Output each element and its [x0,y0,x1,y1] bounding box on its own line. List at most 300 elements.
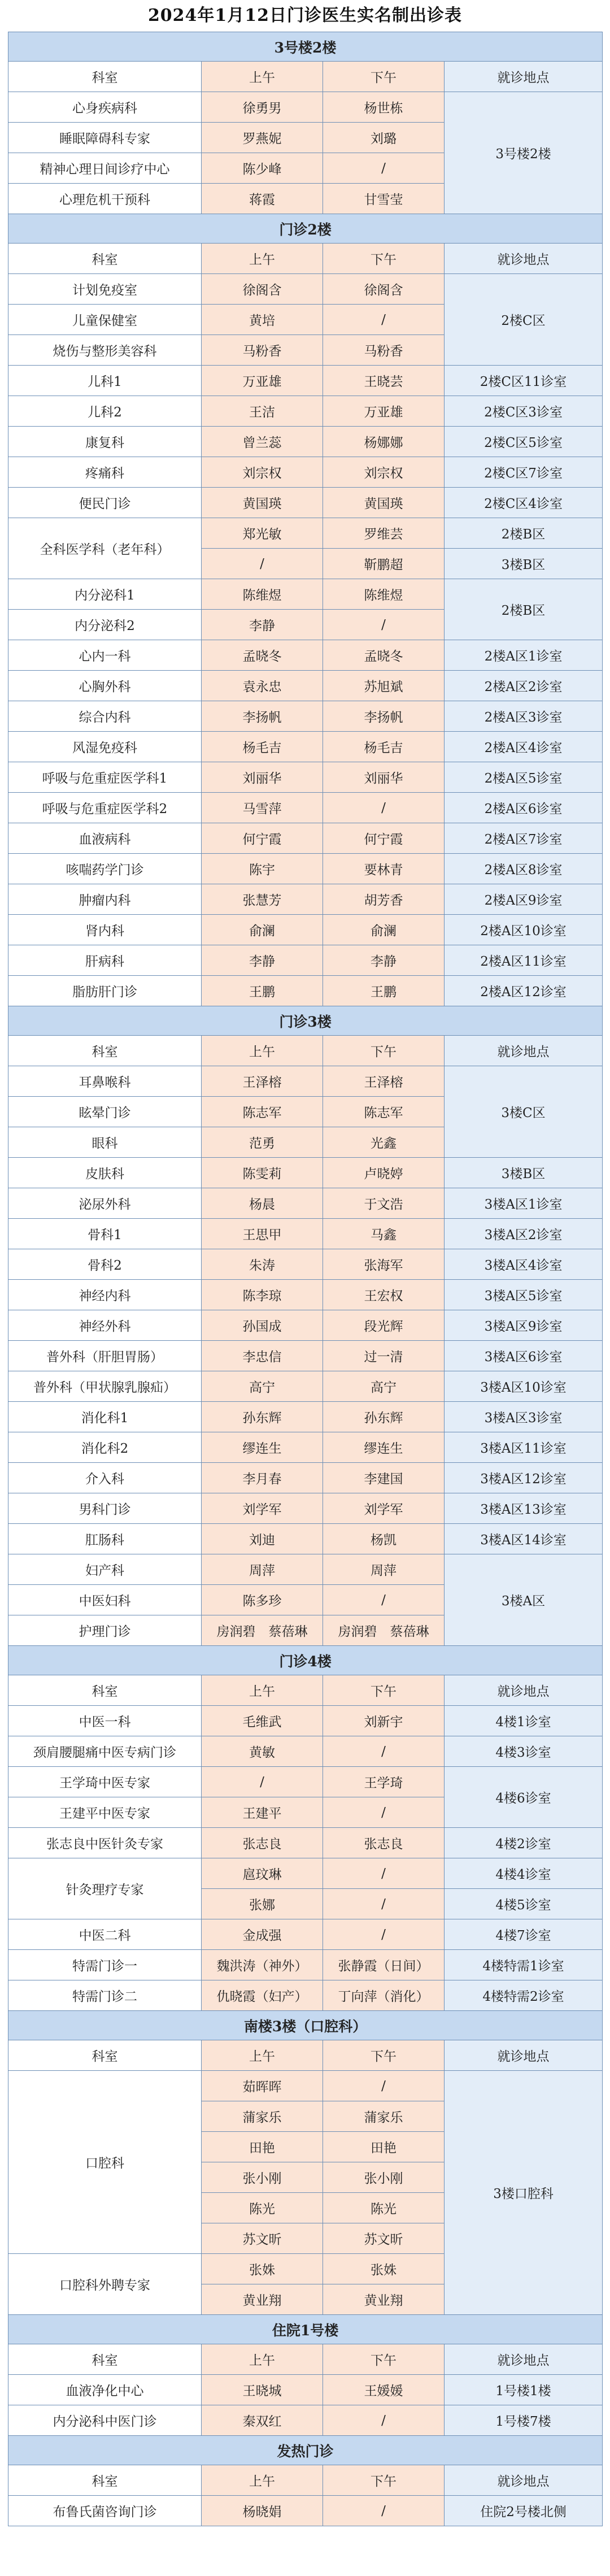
am-doctor-cell: 茹晖晖 [202,2071,323,2101]
location-cell: 1号楼1楼 [445,2375,603,2405]
am-doctor-cell: 杨毛吉 [202,732,323,762]
am-doctor-cell: 刘学军 [202,1493,323,1524]
location-cell: 3楼A区 [445,1554,603,1646]
location-cell: 2楼A区4诊室 [445,732,603,762]
am-doctor-cell: 张慧芳 [202,884,323,915]
pm-doctor-cell: / [323,1585,445,1615]
dept-cell: 脂肪肝门诊 [8,976,202,1006]
dept-cell: 儿科2 [8,396,202,427]
location-cell: 2楼C区11诊室 [445,366,603,396]
dept-cell: 综合内科 [8,701,202,732]
location-cell: 住院2号楼北侧 [445,2496,603,2526]
location-cell: 1号楼7楼 [445,2405,603,2436]
table-row [8,1980,603,2011]
dept-cell: 消化科1 [8,1402,202,1432]
am-doctor-cell: 马粉香 [202,335,323,366]
location-cell: 2楼A区1诊室 [445,640,603,671]
location-cell: 3楼A区1诊室 [445,1188,603,1219]
pm-doctor-cell: 俞澜 [323,915,445,945]
location-cell: 3楼A区12诊室 [445,1463,603,1493]
am-doctor-cell: 王鹏 [202,976,323,1006]
location-cell: 2楼C区4诊室 [445,488,603,518]
header-am: 上午 [202,2465,323,2496]
pm-doctor-cell: 卢晓婷 [323,1158,445,1188]
location-cell: 2楼A区3诊室 [445,701,603,732]
table-row [8,1219,603,1249]
pm-doctor-cell: 孟晓冬 [323,640,445,671]
pm-doctor-cell: 蒲家乐 [323,2101,445,2132]
dept-cell: 针灸理疗专家 [8,1858,202,1919]
am-doctor-cell: 王洁 [202,396,323,427]
dept-cell: 心内一科 [8,640,202,671]
table-row [8,1767,603,1797]
am-doctor-cell: 金成强 [202,1919,323,1950]
table-row [8,579,603,610]
am-doctor-cell: 魏洪涛（神外） [202,1950,323,1980]
pm-doctor-cell: 李扬帆 [323,701,445,732]
header-dept: 科室 [8,1675,202,1706]
column-header-row [8,2040,603,2071]
am-doctor-cell: 陈宇 [202,854,323,884]
location-cell: 2楼A区8诊室 [445,854,603,884]
location-cell: 2楼A区7诊室 [445,823,603,854]
dept-cell: 心理危机干预科 [8,184,202,214]
pm-doctor-cell: 刘新宇 [323,1706,445,1736]
dept-cell: 骨科2 [8,1249,202,1280]
dept-cell: 特需门诊一 [8,1950,202,1980]
location-cell: 4楼6诊室 [445,1767,603,1828]
am-doctor-cell: 陈光 [202,2193,323,2223]
table-row [8,1554,603,1585]
am-doctor-cell: 周萍 [202,1554,323,1585]
am-doctor-cell: 秦双红 [202,2405,323,2436]
dept-cell: 儿童保健室 [8,305,202,335]
table-row [8,1463,603,1493]
location-cell: 3楼A区14诊室 [445,1524,603,1554]
pm-doctor-cell: 王鹏 [323,976,445,1006]
header-location: 就诊地点 [445,1036,603,1066]
section-header-row [8,32,603,62]
pm-doctor-cell: 何宁霞 [323,823,445,854]
am-doctor-cell: 何宁霞 [202,823,323,854]
section-header-row [8,214,603,244]
header-pm: 下午 [323,2465,445,2496]
pm-doctor-cell: 孙东辉 [323,1402,445,1432]
pm-doctor-cell: / [323,305,445,335]
header-pm: 下午 [323,2344,445,2375]
pm-doctor-cell: 马鑫 [323,1219,445,1249]
dept-cell: 全科医学科（老年科） [8,518,202,579]
header-dept: 科室 [8,1036,202,1066]
header-am: 上午 [202,1675,323,1706]
pm-doctor-cell: 刘宗权 [323,457,445,488]
am-doctor-cell: 蒲家乐 [202,2101,323,2132]
am-doctor-cell: 孟晓冬 [202,640,323,671]
pm-doctor-cell: / [323,1797,445,1828]
section-header-row [8,1006,603,1036]
header-location: 就诊地点 [445,2040,603,2071]
am-doctor-cell: 张娜 [202,1889,323,1919]
pm-doctor-cell: / [323,1919,445,1950]
dept-cell: 普外科（甲状腺乳腺疝） [8,1371,202,1402]
am-doctor-cell: 范勇 [202,1127,323,1158]
table-row [8,1188,603,1219]
am-doctor-cell: 黄培 [202,305,323,335]
dept-cell: 中医一科 [8,1706,202,1736]
location-cell: 3楼A区9诊室 [445,1310,603,1341]
pm-doctor-cell: / [323,2405,445,2436]
dept-cell: 内分泌科中医门诊 [8,2405,202,2436]
location-cell: 2楼C区5诊室 [445,427,603,457]
column-header-row [8,62,603,92]
section-title: 发热门诊 [8,2436,603,2465]
pm-doctor-cell: 靳鹏超 [323,549,445,579]
pm-doctor-cell: 缪连生 [323,1432,445,1463]
location-cell: 4楼4诊室 [445,1858,603,1889]
pm-doctor-cell: 苏文昕 [323,2223,445,2254]
table-row [8,915,603,945]
table-row [8,1736,603,1767]
dept-cell: 咳喘药学门诊 [8,854,202,884]
dept-cell: 肛肠科 [8,1524,202,1554]
column-header-row [8,2465,603,2496]
dept-cell: 中医二科 [8,1919,202,1950]
am-doctor-cell: 王晓城 [202,2375,323,2405]
am-doctor-cell: 朱涛 [202,1249,323,1280]
table-row [8,1310,603,1341]
dept-cell: 妇产科 [8,1554,202,1585]
section-title: 门诊2楼 [8,214,603,244]
pm-doctor-cell: 胡芳香 [323,884,445,915]
table-row [8,1371,603,1402]
am-doctor-cell: 张小刚 [202,2162,323,2193]
location-cell: 3楼A区11诊室 [445,1432,603,1463]
table-row [8,2405,603,2436]
dept-cell: 心胸外科 [8,671,202,701]
pm-doctor-cell: / [323,1858,445,1889]
table-row [8,2071,603,2101]
location-cell: 2楼B区 [445,579,603,640]
am-doctor-cell: 张姝 [202,2254,323,2284]
table-row [8,488,603,518]
location-cell: 2楼C区 [445,274,603,366]
am-doctor-cell: 黄敏 [202,1736,323,1767]
header-pm: 下午 [323,62,445,92]
dept-cell: 普外科（肝胆胃肠） [8,1341,202,1371]
location-cell: 3楼B区 [445,1158,603,1188]
section-header-row [8,2011,603,2040]
section-title: 3号楼2楼 [8,32,603,62]
dept-cell: 风湿免疫科 [8,732,202,762]
dept-cell: 护理门诊 [8,1615,202,1646]
pm-doctor-cell: 万亚雄 [323,396,445,427]
column-header-row [8,244,603,274]
table-row [8,396,603,427]
pm-doctor-cell: 要林青 [323,854,445,884]
am-doctor-cell: 蒋霞 [202,184,323,214]
location-cell: 3楼A区4诊室 [445,1249,603,1280]
dept-cell: 皮肤科 [8,1158,202,1188]
dept-cell: 肝病科 [8,945,202,976]
column-header-row [8,1675,603,1706]
am-doctor-cell: 郑光敏 [202,518,323,549]
dept-cell: 神经内科 [8,1280,202,1310]
pm-doctor-cell: 王泽榕 [323,1066,445,1097]
pm-doctor-cell: 李建国 [323,1463,445,1493]
table-row [8,884,603,915]
pm-doctor-cell: 张海军 [323,1249,445,1280]
pm-doctor-cell: 徐阁含 [323,274,445,305]
pm-doctor-cell: / [323,1736,445,1767]
location-cell: 4楼7诊室 [445,1919,603,1950]
am-doctor-cell: 徐阁含 [202,274,323,305]
pm-doctor-cell: 张静霞（日间） [323,1950,445,1980]
header-location: 就诊地点 [445,244,603,274]
header-am: 上午 [202,244,323,274]
pm-doctor-cell: 高宁 [323,1371,445,1402]
table-row [8,1828,603,1858]
table-row [8,1280,603,1310]
pm-doctor-cell: 王学琦 [323,1767,445,1797]
pm-doctor-cell: 王晓芸 [323,366,445,396]
dept-cell: 王学琦中医专家 [8,1767,202,1797]
header-pm: 下午 [323,244,445,274]
location-cell: 2楼A区10诊室 [445,915,603,945]
am-doctor-cell: 孙国成 [202,1310,323,1341]
am-doctor-cell: 袁永忠 [202,671,323,701]
am-doctor-cell: 王思甲 [202,1219,323,1249]
location-cell: 3楼A区10诊室 [445,1371,603,1402]
pm-doctor-cell: 陈光 [323,2193,445,2223]
dept-cell: 张志良中医针灸专家 [8,1828,202,1858]
dept-cell: 便民门诊 [8,488,202,518]
section-title: 南楼3楼（口腔科） [8,2011,603,2040]
dept-cell: 布鲁氏菌咨询门诊 [8,2496,202,2526]
pm-doctor-cell: 丁向萍（消化） [323,1980,445,2011]
am-doctor-cell: 孙东辉 [202,1402,323,1432]
am-doctor-cell: 田艳 [202,2132,323,2162]
dept-cell: 内分泌科1 [8,579,202,610]
dept-cell: 睡眠障碍科专家 [8,123,202,153]
header-pm: 下午 [323,2040,445,2071]
table-row [8,427,603,457]
pm-doctor-cell: 段光辉 [323,1310,445,1341]
pm-doctor-cell: 光鑫 [323,1127,445,1158]
am-doctor-cell: 刘丽华 [202,762,323,793]
am-doctor-cell: 仇晓霞（妇产） [202,1980,323,2011]
location-cell: 2楼A区11诊室 [445,945,603,976]
location-cell: 4楼3诊室 [445,1736,603,1767]
am-doctor-cell: 杨晓娟 [202,2496,323,2526]
table-row [8,793,603,823]
am-doctor-cell: 李月春 [202,1463,323,1493]
pm-doctor-cell: 刘丽华 [323,762,445,793]
dept-cell: 王建平中医专家 [8,1797,202,1828]
dept-cell: 精神心理日间诊疗中心 [8,153,202,184]
location-cell: 2楼A区12诊室 [445,976,603,1006]
pm-doctor-cell: / [323,1889,445,1919]
table-row [8,732,603,762]
location-cell: 3楼口腔科 [445,2071,603,2315]
am-doctor-cell: 黄业翔 [202,2284,323,2315]
pm-doctor-cell: 房润碧 蔡蓓琳 [323,1615,445,1646]
table-row [8,1919,603,1950]
am-doctor-cell: 陈雯莉 [202,1158,323,1188]
header-am: 上午 [202,62,323,92]
dept-cell: 男科门诊 [8,1493,202,1524]
pm-doctor-cell: / [323,610,445,640]
table-row [8,1341,603,1371]
location-cell: 3楼A区5诊室 [445,1280,603,1310]
am-doctor-cell: 王建平 [202,1797,323,1828]
dept-cell: 呼吸与危重症医学科2 [8,793,202,823]
pm-doctor-cell: 张姝 [323,2254,445,2284]
header-dept: 科室 [8,2465,202,2496]
dept-cell: 呼吸与危重症医学科1 [8,762,202,793]
dept-cell: 血液净化中心 [8,2375,202,2405]
table-row [8,1402,603,1432]
dept-cell: 疼痛科 [8,457,202,488]
pm-doctor-cell: 马粉香 [323,335,445,366]
am-doctor-cell: 李静 [202,610,323,640]
am-doctor-cell: 缪连生 [202,1432,323,1463]
location-cell: 2楼C区3诊室 [445,396,603,427]
dept-cell: 骨科1 [8,1219,202,1249]
am-doctor-cell: 毛维武 [202,1706,323,1736]
schedule-table [8,32,603,2526]
pm-doctor-cell: 周萍 [323,1554,445,1585]
location-cell: 3号楼2楼 [445,92,603,214]
dept-cell: 内分泌科2 [8,610,202,640]
dept-cell: 心身疾病科 [8,92,202,123]
dept-cell: 眩晕门诊 [8,1097,202,1127]
am-doctor-cell: 陈维煜 [202,579,323,610]
table-row [8,1706,603,1736]
header-location: 就诊地点 [445,62,603,92]
pm-doctor-cell: 黄国瑛 [323,488,445,518]
table-row [8,518,603,549]
pm-doctor-cell: 王宏权 [323,1280,445,1310]
location-cell: 3楼B区 [445,549,603,579]
dept-cell: 特需门诊二 [8,1980,202,2011]
am-doctor-cell: 李忠信 [202,1341,323,1371]
pm-doctor-cell: 张小刚 [323,2162,445,2193]
am-doctor-cell: 陈李琼 [202,1280,323,1310]
pm-doctor-cell: 陈志军 [323,1097,445,1127]
table-row [8,92,603,123]
table-row [8,2496,603,2526]
location-cell: 2楼B区 [445,518,603,549]
column-header-row [8,2344,603,2375]
table-row [8,274,603,305]
header-location: 就诊地点 [445,1675,603,1706]
location-cell: 3楼A区13诊室 [445,1493,603,1524]
dept-cell: 神经外科 [8,1310,202,1341]
dept-cell: 消化科2 [8,1432,202,1463]
dept-cell: 口腔科外聘专家 [8,2254,202,2315]
am-doctor-cell: 徐勇男 [202,92,323,123]
am-doctor-cell: 马雪萍 [202,793,323,823]
am-doctor-cell: 罗燕妮 [202,123,323,153]
header-location: 就诊地点 [445,2344,603,2375]
column-header-row [8,1036,603,1066]
section-title: 门诊4楼 [8,1646,603,1675]
header-dept: 科室 [8,2344,202,2375]
location-cell: 4楼1诊室 [445,1706,603,1736]
table-row [8,1158,603,1188]
header-am: 上午 [202,2344,323,2375]
pm-doctor-cell: 李静 [323,945,445,976]
pm-doctor-cell: 刘璐 [323,123,445,153]
am-doctor-cell: 房润碧 蔡蓓琳 [202,1615,323,1646]
pm-doctor-cell: 甘雪莹 [323,184,445,214]
am-doctor-cell: 李扬帆 [202,701,323,732]
pm-doctor-cell: 杨世栋 [323,92,445,123]
pm-doctor-cell: 于文浩 [323,1188,445,1219]
dept-cell: 儿科1 [8,366,202,396]
dept-cell: 肿瘤内科 [8,884,202,915]
location-cell: 3楼A区2诊室 [445,1219,603,1249]
dept-cell: 口腔科 [8,2071,202,2254]
page-title: 2024年1月12日门诊医生实名制出诊表 [147,6,463,25]
table-row [8,457,603,488]
table-row [8,701,603,732]
table-row [8,1066,603,1097]
am-doctor-cell: 杨晨 [202,1188,323,1219]
pm-doctor-cell: 陈维煜 [323,579,445,610]
am-doctor-cell: 刘迪 [202,1524,323,1554]
section-title: 门诊3楼 [8,1006,603,1036]
am-doctor-cell: 俞澜 [202,915,323,945]
pm-doctor-cell: 田艳 [323,2132,445,2162]
section-header-row [8,2315,603,2344]
dept-cell: 中医妇科 [8,1585,202,1615]
table-row [8,1493,603,1524]
am-doctor-cell: 陈多珍 [202,1585,323,1615]
location-cell: 4楼5诊室 [445,1889,603,1919]
dept-cell: 耳鼻喉科 [8,1066,202,1097]
pm-doctor-cell: 张志良 [323,1828,445,1858]
dept-cell: 康复科 [8,427,202,457]
dept-cell: 计划免疫室 [8,274,202,305]
location-cell: 2楼A区5诊室 [445,762,603,793]
dept-cell: 血液病科 [8,823,202,854]
am-doctor-cell: 扈玟琳 [202,1858,323,1889]
table-row [8,762,603,793]
am-doctor-cell: 陈少峰 [202,153,323,184]
section-header-row [8,1646,603,1675]
table-row [8,976,603,1006]
section-header-row [8,2436,603,2465]
pm-doctor-cell: 杨凯 [323,1524,445,1554]
table-row [8,945,603,976]
am-doctor-cell: 刘宗权 [202,457,323,488]
section-title: 住院1号楼 [8,2315,603,2344]
pm-doctor-cell: 苏旭斌 [323,671,445,701]
header-am: 上午 [202,2040,323,2071]
dept-cell: 颈肩腰腿痛中医专病门诊 [8,1736,202,1767]
table-row [8,366,603,396]
header-location: 就诊地点 [445,2465,603,2496]
table-row [8,823,603,854]
am-doctor-cell: 黄国瑛 [202,488,323,518]
pm-doctor-cell: 王媛媛 [323,2375,445,2405]
location-cell: 3楼A区3诊室 [445,1402,603,1432]
am-doctor-cell: 万亚雄 [202,366,323,396]
table-row [8,1432,603,1463]
am-doctor-cell: 高宁 [202,1371,323,1402]
location-cell: 3楼C区 [445,1066,603,1158]
